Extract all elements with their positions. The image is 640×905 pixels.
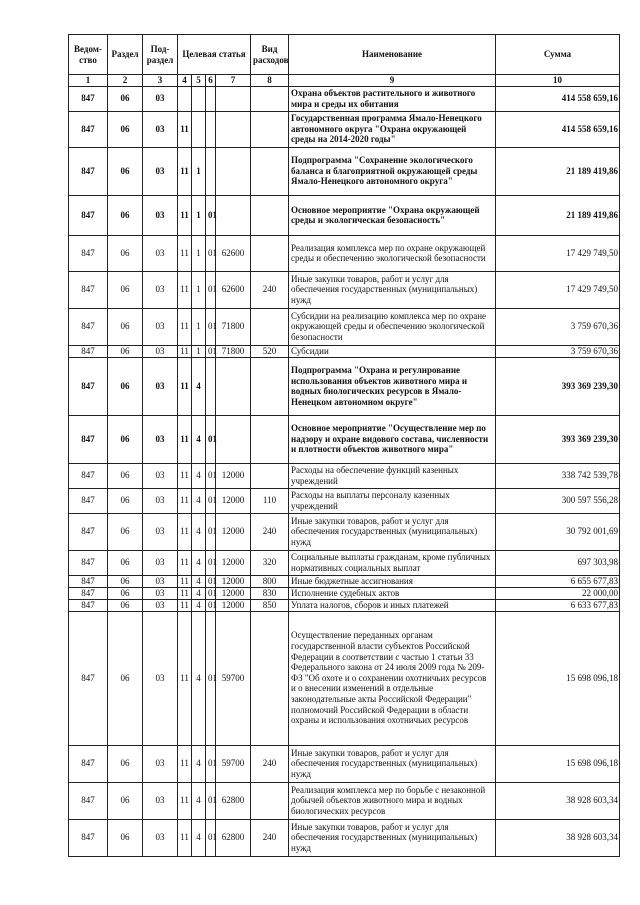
item-sum: 3 759 670,36 (496, 308, 620, 345)
target-article-event (206, 111, 216, 147)
target-article-program (178, 86, 192, 111)
table-row (69, 782, 620, 819)
table-row (69, 308, 620, 345)
department-code: 847 (69, 357, 108, 415)
department-code: 847 (69, 550, 108, 575)
table-row (69, 819, 620, 856)
target-article-program: 11 (178, 599, 192, 611)
table-row (69, 599, 620, 611)
item-sum: 6 633 677,83 (496, 599, 620, 611)
department-code: 847 (69, 86, 108, 111)
table-row (69, 195, 620, 235)
department-code: 847 (69, 488, 108, 513)
target-article-direction: 59700 (216, 745, 251, 782)
table-row (69, 235, 620, 271)
subsection-code: 03 (143, 308, 178, 345)
subsection-code: 03 (143, 86, 178, 111)
section-code: 06 (108, 587, 143, 599)
target-article-program: 11 (178, 611, 192, 745)
target-article-program: 11 (178, 488, 192, 513)
target-article-subprogram (192, 111, 206, 147)
item-sum: 300 597 556,28 (496, 488, 620, 513)
subsection-code: 03 (143, 345, 178, 357)
department-code: 847 (69, 513, 108, 550)
table-header-row (69, 35, 620, 75)
subsection-code: 03 (143, 235, 178, 271)
table-row (69, 463, 620, 488)
section-code: 06 (108, 782, 143, 819)
expense-type-code (251, 235, 289, 271)
expense-type-code (251, 111, 289, 147)
header-name: Наименование (289, 35, 496, 75)
item-sum: 393 369 239,30 (496, 357, 620, 415)
item-sum: 21 189 419,86 (496, 147, 620, 195)
department-code: 847 (69, 745, 108, 782)
table-row (69, 488, 620, 513)
section-code: 06 (108, 463, 143, 488)
target-article-event: 01 (206, 782, 216, 819)
column-number: 5 (192, 75, 206, 87)
target-article-event: 01 (206, 345, 216, 357)
department-code: 847 (69, 345, 108, 357)
target-article-direction: 12000 (216, 550, 251, 575)
target-article-direction: 12000 (216, 463, 251, 488)
section-code: 06 (108, 745, 143, 782)
subsection-code: 03 (143, 111, 178, 147)
column-number-row (69, 75, 620, 87)
target-article-event: 01 (206, 745, 216, 782)
expense-type-code: 240 (251, 819, 289, 856)
target-article-direction: 71800 (216, 308, 251, 345)
target-article-program: 11 (178, 415, 192, 463)
subsection-code: 03 (143, 271, 178, 308)
target-article-event: 01 (206, 308, 216, 345)
item-name: Государственная программа Ямало-Ненецкого автономного округа "Охрана окружающей среды на 2014-2020 годы" (289, 111, 496, 147)
department-code: 847 (69, 111, 108, 147)
table-row (69, 415, 620, 463)
department-code: 847 (69, 415, 108, 463)
item-name: Иные закупки товаров, работ и услуг для обеспечения государственных (муниципальных) нужд (289, 271, 496, 308)
section-code: 06 (108, 415, 143, 463)
item-name: Иные бюджетные ассигнования (289, 575, 496, 587)
subsection-code: 03 (143, 599, 178, 611)
target-article-event: 01 (206, 235, 216, 271)
target-article-direction (216, 357, 251, 415)
item-name: Подпрограмма "Сохранение экологического баланса и благоприятной окружающей среды Ямало-Ненецкого автономного округа" (289, 147, 496, 195)
target-article-subprogram: 1 (192, 147, 206, 195)
target-article-direction: 12000 (216, 488, 251, 513)
subsection-code: 03 (143, 611, 178, 745)
target-article-program: 11 (178, 463, 192, 488)
section-code: 06 (108, 488, 143, 513)
column-number: 2 (108, 75, 143, 87)
subsection-code: 03 (143, 488, 178, 513)
target-article-program: 11 (178, 147, 192, 195)
subsection-code: 03 (143, 357, 178, 415)
subsection-code: 03 (143, 745, 178, 782)
section-code: 06 (108, 550, 143, 575)
expense-type-code: 320 (251, 550, 289, 575)
target-article-event: 01 (206, 488, 216, 513)
target-article-direction: 12000 (216, 513, 251, 550)
target-article-subprogram: 1 (192, 271, 206, 308)
target-article-direction: 12000 (216, 575, 251, 587)
expense-type-code (251, 308, 289, 345)
table-row (69, 111, 620, 147)
target-article-program: 11 (178, 111, 192, 147)
target-article-subprogram: 4 (192, 587, 206, 599)
target-article-program: 11 (178, 235, 192, 271)
target-article-subprogram: 4 (192, 415, 206, 463)
target-article-event: 01 (206, 599, 216, 611)
department-code: 847 (69, 611, 108, 745)
header-sum: Сумма (496, 35, 620, 75)
item-sum: 22 000,00 (496, 587, 620, 599)
expense-type-code (251, 357, 289, 415)
header-expense-type: Вид расходов (251, 35, 289, 75)
table-row (69, 86, 620, 111)
item-name: Иные закупки товаров, работ и услуг для обеспечения государственных (муниципальных) нужд (289, 513, 496, 550)
department-code: 847 (69, 575, 108, 587)
item-sum: 3 759 670,36 (496, 345, 620, 357)
item-sum: 393 369 239,30 (496, 415, 620, 463)
target-article-event: 01 (206, 195, 216, 235)
item-sum: 30 792 001,69 (496, 513, 620, 550)
header-section: Раздел (108, 35, 143, 75)
section-code: 06 (108, 513, 143, 550)
target-article-subprogram: 1 (192, 195, 206, 235)
subsection-code: 03 (143, 513, 178, 550)
target-article-direction (216, 111, 251, 147)
column-number: 10 (496, 75, 620, 87)
item-name: Субсидии (289, 345, 496, 357)
section-code: 06 (108, 86, 143, 111)
item-name: Подпрограмма "Охрана и регулирование использования объектов животного мира и водных биологических ресурсов в Ямало-Ненецком автономном округе" (289, 357, 496, 415)
item-name: Социальные выплаты гражданам, кроме публичных нормативных социальных выплат (289, 550, 496, 575)
target-article-event: 01 (206, 550, 216, 575)
section-code: 06 (108, 235, 143, 271)
target-article-program: 11 (178, 357, 192, 415)
subsection-code: 03 (143, 195, 178, 235)
item-sum: 15 698 096,18 (496, 745, 620, 782)
target-article-program: 11 (178, 308, 192, 345)
table-row (69, 147, 620, 195)
department-code: 847 (69, 235, 108, 271)
target-article-event: 01 (206, 463, 216, 488)
expense-type-code: 850 (251, 599, 289, 611)
target-article-event: 01 (206, 819, 216, 856)
target-article-direction: 12000 (216, 587, 251, 599)
department-code: 847 (69, 819, 108, 856)
target-article-subprogram: 4 (192, 488, 206, 513)
target-article-subprogram: 4 (192, 357, 206, 415)
expense-type-code (251, 611, 289, 745)
target-article-direction: 62600 (216, 271, 251, 308)
target-article-direction: 71800 (216, 345, 251, 357)
target-article-subprogram: 4 (192, 611, 206, 745)
subsection-code: 03 (143, 463, 178, 488)
target-article-program: 11 (178, 513, 192, 550)
target-article-direction (216, 147, 251, 195)
target-article-program: 11 (178, 195, 192, 235)
item-sum: 338 742 539,78 (496, 463, 620, 488)
target-article-direction (216, 195, 251, 235)
item-name: Реализация комплекса мер по борьбе с незаконной добычей объектов животного мира и водных биологических ресурсов (289, 782, 496, 819)
department-code: 847 (69, 195, 108, 235)
item-name: Охрана объектов растительного и животного мира и среды их обитания (289, 86, 496, 111)
column-number: 6 (206, 75, 216, 87)
target-article-subprogram: 4 (192, 513, 206, 550)
table-body (69, 35, 620, 857)
target-article-event (206, 147, 216, 195)
target-article-event: 01 (206, 513, 216, 550)
header-target-article: Целевая статья (178, 35, 251, 75)
expense-type-code: 240 (251, 745, 289, 782)
item-name: Расходы на обеспечение функций казенных учреждений (289, 463, 496, 488)
budget-table (68, 34, 620, 857)
expense-type-code (251, 147, 289, 195)
target-article-direction: 62800 (216, 782, 251, 819)
expense-type-code: 520 (251, 345, 289, 357)
item-name: Расходы на выплаты персоналу казенных учреждений (289, 488, 496, 513)
department-code: 847 (69, 782, 108, 819)
target-article-subprogram: 4 (192, 782, 206, 819)
target-article-subprogram: 4 (192, 745, 206, 782)
target-article-program: 11 (178, 587, 192, 599)
table-row (69, 745, 620, 782)
target-article-subprogram: 4 (192, 463, 206, 488)
header-department: Ведом-ство (69, 35, 108, 75)
expense-type-code: 800 (251, 575, 289, 587)
target-article-program: 11 (178, 550, 192, 575)
target-article-subprogram: 1 (192, 235, 206, 271)
target-article-direction: 62800 (216, 819, 251, 856)
section-code: 06 (108, 599, 143, 611)
subsection-code: 03 (143, 147, 178, 195)
subsection-code: 03 (143, 575, 178, 587)
column-number: 7 (216, 75, 251, 87)
item-name: Иные закупки товаров, работ и услуг для обеспечения государственных (муниципальных) нужд (289, 745, 496, 782)
table-row (69, 611, 620, 745)
department-code: 847 (69, 308, 108, 345)
item-name: Осуществление переданных органам государственной власти субъектов Российской Федерации в соответствии с частью 1 статьи 33 Федерального закона от 24 июля 2009 года № 209-ФЗ "Об охоте и о сохранении охотничьих ресурсов и о внесении изменений в отдельные законодательные акты Российской Федерации" полномочий Российской Федерации в области охраны и использования охотничьих ресурсов (289, 611, 496, 745)
column-number: 1 (69, 75, 108, 87)
item-sum: 38 928 603,34 (496, 782, 620, 819)
item-sum: 17 429 749,50 (496, 271, 620, 308)
department-code: 847 (69, 599, 108, 611)
table-row (69, 513, 620, 550)
target-article-event: 01 (206, 611, 216, 745)
subsection-code: 03 (143, 819, 178, 856)
expense-type-code: 830 (251, 587, 289, 599)
expense-type-code (251, 86, 289, 111)
section-code: 06 (108, 357, 143, 415)
expense-type-code (251, 463, 289, 488)
target-article-program: 11 (178, 345, 192, 357)
item-sum: 21 189 419,86 (496, 195, 620, 235)
subsection-code: 03 (143, 782, 178, 819)
item-name: Реализация комплекса мер по охране окружающей среды и обеспечению экологической безопасности (289, 235, 496, 271)
item-name: Уплата налогов, сборов и иных платежей (289, 599, 496, 611)
item-name: Исполнение судебных актов (289, 587, 496, 599)
column-number: 9 (289, 75, 496, 87)
item-sum: 414 558 659,16 (496, 86, 620, 111)
subsection-code: 03 (143, 550, 178, 575)
subsection-code: 03 (143, 587, 178, 599)
table-row (69, 587, 620, 599)
target-article-subprogram: 4 (192, 550, 206, 575)
expense-type-code (251, 195, 289, 235)
department-code: 847 (69, 271, 108, 308)
expense-type-code (251, 415, 289, 463)
table-row (69, 550, 620, 575)
target-article-subprogram: 1 (192, 345, 206, 357)
expense-type-code: 240 (251, 271, 289, 308)
section-code: 06 (108, 111, 143, 147)
item-name: Иные закупки товаров, работ и услуг для обеспечения государственных (муниципальных) нужд (289, 819, 496, 856)
target-article-program: 11 (178, 271, 192, 308)
department-code: 847 (69, 147, 108, 195)
item-sum: 17 429 749,50 (496, 235, 620, 271)
item-sum: 15 698 096,18 (496, 611, 620, 745)
target-article-event: 01 (206, 271, 216, 308)
department-code: 847 (69, 463, 108, 488)
target-article-subprogram: 4 (192, 575, 206, 587)
target-article-program: 11 (178, 782, 192, 819)
target-article-direction: 12000 (216, 599, 251, 611)
table-row (69, 575, 620, 587)
item-sum: 414 558 659,16 (496, 111, 620, 147)
section-code: 06 (108, 819, 143, 856)
target-article-event: 01 (206, 415, 216, 463)
target-article-event (206, 357, 216, 415)
section-code: 06 (108, 575, 143, 587)
target-article-program: 11 (178, 575, 192, 587)
column-number: 3 (143, 75, 178, 87)
item-name: Основное мероприятие "Охрана окружающей среды и экологическая безопасность" (289, 195, 496, 235)
item-sum: 6 655 677,83 (496, 575, 620, 587)
target-article-event: 01 (206, 587, 216, 599)
item-sum: 38 928 603,34 (496, 819, 620, 856)
header-subsection: Под-раздел (143, 35, 178, 75)
target-article-direction (216, 86, 251, 111)
target-article-subprogram (192, 86, 206, 111)
target-article-direction: 59700 (216, 611, 251, 745)
target-article-direction: 62600 (216, 235, 251, 271)
section-code: 06 (108, 345, 143, 357)
target-article-event (206, 86, 216, 111)
target-article-direction (216, 415, 251, 463)
column-number: 4 (178, 75, 192, 87)
target-article-subprogram: 4 (192, 599, 206, 611)
table-row (69, 357, 620, 415)
item-name: Основное мероприятие "Осуществление мер по надзору и охране видового состава, численности и плотности объектов животного мира" (289, 415, 496, 463)
expense-type-code (251, 782, 289, 819)
table-row (69, 345, 620, 357)
column-number: 8 (251, 75, 289, 87)
target-article-program: 11 (178, 745, 192, 782)
section-code: 06 (108, 271, 143, 308)
target-article-subprogram: 1 (192, 308, 206, 345)
department-code: 847 (69, 587, 108, 599)
subsection-code: 03 (143, 415, 178, 463)
table-row (69, 271, 620, 308)
expense-type-code: 110 (251, 488, 289, 513)
item-name: Субсидии на реализацию комплекса мер по охране окружающей среды и обеспечению экологической безопасности (289, 308, 496, 345)
section-code: 06 (108, 147, 143, 195)
section-code: 06 (108, 611, 143, 745)
section-code: 06 (108, 195, 143, 235)
item-sum: 697 303,98 (496, 550, 620, 575)
expense-type-code: 240 (251, 513, 289, 550)
target-article-program: 11 (178, 819, 192, 856)
target-article-event: 01 (206, 575, 216, 587)
section-code: 06 (108, 308, 143, 345)
target-article-subprogram: 4 (192, 819, 206, 856)
